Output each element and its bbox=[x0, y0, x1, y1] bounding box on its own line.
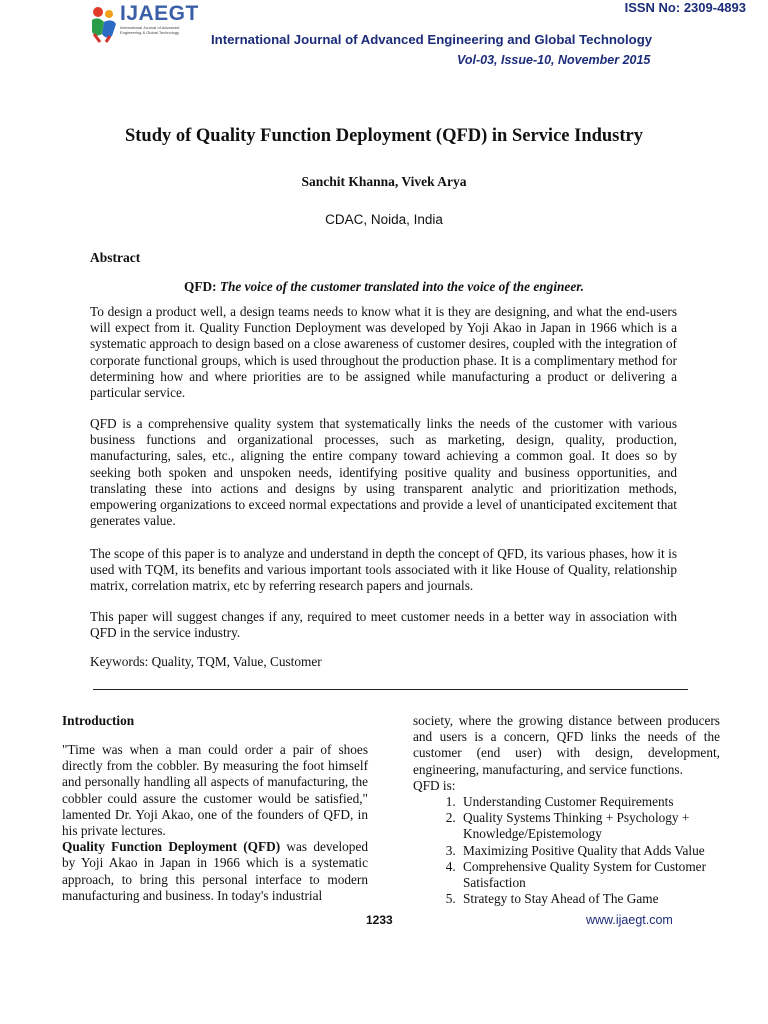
list-item: 3. Maximizing Positive Quality that Adds Value bbox=[459, 843, 720, 859]
list-item: 5. Strategy to Stay Ahead of The Game bbox=[459, 891, 720, 907]
intro-qfd-paragraph bbox=[62, 839, 368, 904]
paper-title: Study of Quality Function Deployment (QFD) in Service Industry bbox=[124, 126, 644, 146]
abstract-paragraph-4: This paper will suggest changes if any, required to meet customer needs in a better way in association with QFD in the service industry. bbox=[90, 609, 677, 641]
issn-number: ISSN No: 2309-4893 bbox=[624, 0, 746, 15]
qfd-tagline-text: The voice of the customer translated into the voice of the engineer. bbox=[219, 279, 584, 294]
intro-continued: society, where the growing distance between producers and users is a concern, QFD links the needs of the customer (end user) with design, development, engineering, manufacturing, and service functions. bbox=[413, 713, 720, 777]
intro-right-column bbox=[413, 713, 720, 907]
affiliation: CDAC, Noida, India bbox=[325, 212, 443, 227]
website-link[interactable]: www.ijaegt.com bbox=[586, 913, 673, 927]
intro-quote: "Time was when a man could order a pair of shoes directly from the cobbler. By measuring the foot himself and personally handling all aspects of manufacturing, the cobbler could assure the customer would be satisfied," lamented Dr. Yoji Akao, one of the founders of QFD, in his private lectures. bbox=[62, 742, 368, 839]
abstract-heading: Abstract bbox=[90, 250, 141, 265]
qfd-list-intro: QFD is: bbox=[413, 777, 456, 793]
journal-name: International Journal of Advanced Engineering and Global Technology bbox=[211, 32, 653, 47]
section-divider bbox=[93, 689, 688, 690]
list-item: 4. Comprehensive Quality System for Customer Satisfaction bbox=[459, 859, 720, 891]
logo-figure-icon bbox=[88, 4, 118, 44]
abstract-paragraph-3: The scope of this paper is to analyze and understand in depth the concept of QFD, its various phases, how it is used with TQM, its benefits and various important tools associated with it like House of Quality, relationship matrix, correlation matrix, etc by referring research papers and journals. bbox=[90, 546, 677, 594]
logo-subtitle: International Journal of Advanced Engineering & Global Technology bbox=[120, 25, 180, 35]
volume-issue: Vol-03, Issue-10, November 2015 bbox=[457, 53, 651, 67]
paper-authors: Sanchit Khanna, Vivek Arya bbox=[301, 174, 467, 189]
list-item: 1. Understanding Customer Requirements bbox=[459, 794, 720, 810]
qfd-tagline bbox=[0, 279, 768, 295]
qfd-list bbox=[413, 794, 720, 907]
logo-text: IJAEGT bbox=[120, 2, 199, 25]
page-number: 1233 bbox=[366, 913, 393, 927]
introduction-heading: Introduction bbox=[62, 713, 135, 728]
abstract-paragraph-1: To design a product well, a design teams needs to know what it is they are designing, and what the end-users will expect from it. Quality Function Deployment was developed by Yoji Akao in Japan in 1966 which is a systematic approach to design based on a close awareness of customer desires, coupled with the integration of corporate functional groups, which is used throughout the production phase. It is a complimentary method for determining how and where priorities are to be assigned while manufacturing a product or delivering a particular service. bbox=[90, 304, 677, 401]
keywords: Keywords: Quality, TQM, Value, Customer bbox=[90, 654, 322, 669]
qfd-label: QFD: bbox=[184, 279, 217, 294]
intro-left-column bbox=[62, 742, 368, 904]
list-item: 2. Quality Systems Thinking + Psychology + Knowledge/Epistemology bbox=[459, 810, 720, 842]
qfd-term: Quality Function Deployment (QFD) bbox=[62, 839, 281, 855]
qfd-definition: was developed by Yoji Akao in Japan in 1966 which is a systematic approach, to bring this personal interface to modern manufacturing and business. In today's industrial bbox=[62, 839, 368, 903]
abstract-paragraph-2: QFD is a comprehensive quality system that systematically links the needs of the customer with various business functions and organizational processes, such as marketing, design, quality, production, manufacturing, sales, etc., aligning the entire company toward achieving a common goal. It does so by seeking both spoken and unspoken needs, identifying positive quality and business opportunities, and translating these into actions and designs by using transparent analytic and prioritization methods, empowering organizations to exceed normal expectations and provide a level of unanticipated excitement that generates value. bbox=[90, 416, 677, 529]
